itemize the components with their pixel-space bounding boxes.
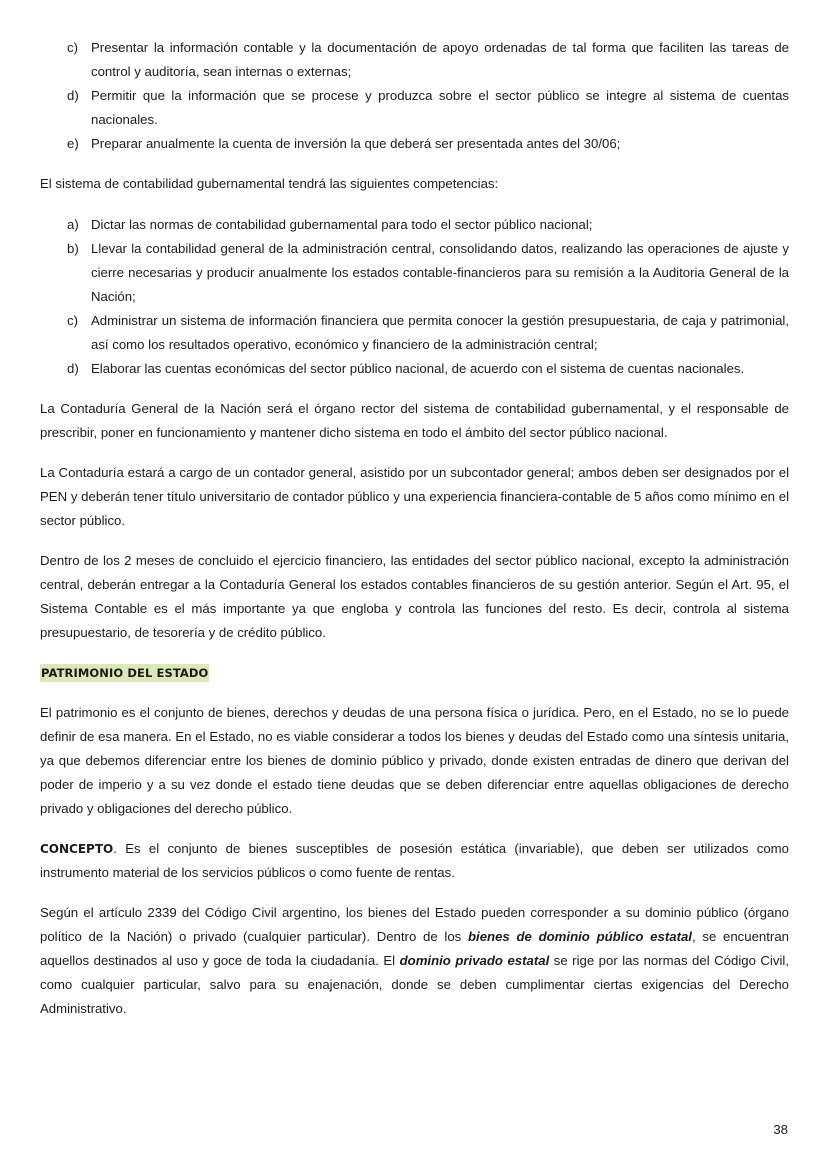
segun-text-2: , se encuentran aquellos destinados al uso y goce de toda la ciudadanía. El [40, 929, 789, 968]
paragraph-dentro: Dentro de los 2 meses de concluido el ejercicio financiero, las entidades del sector público nacional, excepto la administración central, deberán entregar a la Contaduría General los estados contables financieros de su gestión anterior. Según el Art. 95, el Sistema Contable es el más importante ya que engloba y controla las funciones del resto. Es decir, controla al sistema presupuestario, de tesorería y de crédito público. [40, 553, 789, 640]
competencias-list [40, 213, 789, 381]
list-item-text: Presentar la información contable y la documentación de apoyo ordenadas de tal forma que faciliten las tareas de control y auditoría, sean internas o externas; [91, 40, 789, 79]
section-heading-patrimonio: PATRIMONIO DEL ESTADO [41, 666, 209, 680]
list-marker: c) [67, 40, 78, 55]
paragraph-patrimonio: El patrimonio es el conjunto de bienes, derechos y deudas de una persona física o jurídica. Pero, en el Estado, no se lo puede definir de esa manera. En el Estado, no es viable considerar a todos los bienes y deudas del Estado como una síntesis unitaria, ya que debemos diferenciar entre los bienes de dominio público y privado, donde existen entradas de dinero que derivan del poder de imperio y a su vez donde el estado tiene deudas que se deben diferenciar entre aquellas obligaciones de derecho privado y obligaciones del derecho público. [40, 705, 789, 816]
objectives-list [40, 36, 789, 156]
list-marker: c) [67, 313, 78, 328]
segun-text-3: se rige por las normas del Código Civil, como cualquier particular, salvo para su enajenación, donde se deben cumplimentar ciertas exigencias del Derecho Administrativo. [40, 953, 789, 1016]
list-marker: a) [67, 217, 79, 232]
segun-text-1: Según el artículo 2339 del Código Civil argentino, los bienes del Estado pueden corresponder a su dominio público (órgano político de la Nación) o privado (cualquier particular). Dentro de los [40, 905, 789, 944]
list-marker: e) [67, 136, 79, 151]
concepto-text: . Es el conjunto de bienes susceptibles de posesión estática (invariable), que deben ser utilizados como instrumento material de los servicios públicos o como fuente de rentas. [40, 841, 789, 880]
list-item-text: Preparar anualmente la cuenta de inversión la que deberá ser presentada antes del 30/06; [91, 136, 621, 151]
concepto-label: CONCEPTO [40, 842, 114, 856]
list-item [40, 309, 789, 357]
list-item [40, 132, 789, 156]
segun-bold-2: dominio privado estatal [399, 953, 550, 968]
list-item-text: Llevar la contabilidad general de la administración central, consolidando datos, realizando las operaciones de ajuste y cierre necesarias y producir anualmente los estados contable-financieros para su remisión a la Auditoria General de la Nación; [91, 241, 789, 304]
list-item-text: Elaborar las cuentas económicas del sector público nacional, de acuerdo con el sistema de cuentas nacionales. [91, 361, 745, 376]
list-item [40, 84, 789, 132]
list-marker: b) [67, 241, 79, 256]
paragraph-contaduria-cargo: La Contaduría estará a cargo de un contador general, asistido por un subcontador general; ambos deben ser designados por el PEN y deberán tener título universitario de contador público y una experiencia financiera-contable de 5 años como mínimo en el sector público. [40, 465, 789, 528]
list-marker: d) [67, 361, 79, 376]
paragraph-segun [40, 901, 789, 1021]
list-item-text: Administrar un sistema de información financiera que permita conocer la gestión presupuestaria, de caja y patrimonial, así como los resultados operativo, económico y financiero de la administración central; [91, 313, 789, 352]
document-page [40, 36, 789, 1021]
page-number: 38 [773, 1122, 788, 1137]
paragraph-competencias: El sistema de contabilidad gubernamental tendrá las siguientes competencias: [40, 176, 499, 191]
segun-bold-1: bienes de dominio público estatal [467, 929, 692, 944]
list-item [40, 36, 789, 84]
list-item-text: Permitir que la información que se procese y produzca sobre el sector público se integre al sistema de cuentas nacionales. [91, 88, 789, 127]
paragraph-contaduria-rector: La Contaduría General de la Nación será el órgano rector del sistema de contabilidad gubernamental, y el responsable de prescribir, poner en funcionamiento y mantener dicho sistema en todo el ámbito del sector público nacional. [40, 401, 789, 440]
list-marker: d) [67, 88, 79, 103]
list-item [40, 357, 789, 381]
paragraph-concepto [40, 837, 789, 885]
list-item-text: Dictar las normas de contabilidad gubernamental para todo el sector público nacional; [91, 217, 593, 232]
list-item [40, 237, 789, 309]
list-item [40, 213, 789, 237]
